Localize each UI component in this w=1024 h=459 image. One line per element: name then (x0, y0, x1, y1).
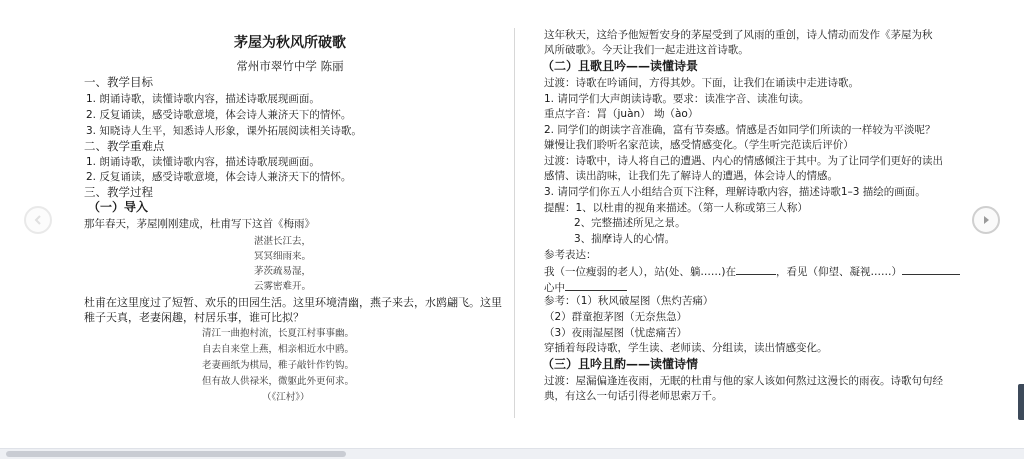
poem-line: 自去自来堂上燕，相亲相近水中鸥。 (202, 344, 355, 355)
author-line: 常州市翠竹中学 陈丽 (236, 59, 344, 73)
body-text: 3. 请同学们你五人小组结合页下注释，理解诗歌内容，描述诗歌1–3 描绘的画面。 (544, 186, 926, 198)
poem-line: 云雾密难开。 (254, 281, 312, 292)
blank-field (565, 279, 627, 291)
body-text: 提醒：1、以杜甫的视角来描述。（第一人称或第三人称） (544, 202, 808, 214)
poem-line: 但有故人供禄米，微躯此外更何求。 (202, 376, 355, 387)
body-text: 重点字音：罥（juàn） 坳（ào） (544, 108, 699, 120)
blank-field (902, 263, 960, 275)
chevron-right-icon (980, 214, 992, 226)
body-text: ，看见（仰望、凝视……） (775, 266, 902, 278)
poem-line: 冥冥细雨来。 (254, 251, 312, 262)
body-text: 我（一位瘦弱的老人），站(处、躺……)在 (544, 266, 736, 278)
subsection-heading: （二）且歌且吟——读懂诗景 (542, 59, 699, 73)
poem-line: 茅茨疏易湿， (254, 266, 312, 277)
intro-text: 那年春天，茅屋刚刚建成，杜甫写下这首《梅雨》 (84, 218, 315, 230)
body-text: 过渡：诗歌中，诗人将自己的遭遇、内心的情感倾注于其中。为了让同学们更好的读出 (544, 155, 943, 167)
body-text: 感情、读出韵味，让我们先了解诗人的遭遇，体会诗人的情感。 (544, 170, 838, 182)
fill-in-line (544, 263, 960, 280)
body-text: 过渡：屋漏偏逢连夜雨，无眠的杜甫与他的家人该如何熬过这漫长的雨夜。诗歌句句经 (544, 375, 943, 387)
subsection-heading: （一）导入 (88, 200, 149, 214)
body-text: 风所破歌》。今天让我们一起走进这首诗歌。 (544, 44, 749, 56)
section-heading: 一、教学目标 (84, 75, 153, 89)
body-text: （2）群童抱茅图（无奈焦急） (544, 311, 688, 323)
body-text: 过渡：诗歌在吟诵间，方得其妙。下面，让我们在诵读中走进诗歌。 (544, 77, 859, 89)
key-point-item: 2. 反复诵读，感受诗歌意境，体会诗人兼济天下的情怀。 (86, 171, 352, 183)
body-text: 参考表达： (544, 249, 597, 261)
body-text: 典，有这么一句话引得老师思索万千。 (544, 390, 723, 402)
goal-item: 1. 朗诵诗歌，读懂诗歌内容，描述诗歌展现画面。 (86, 93, 320, 105)
body-text: 这年秋天，这给予他短暂安身的茅屋受到了风雨的重创，诗人情动而发作《茅屋为秋 (544, 29, 933, 41)
body-text: 3、揣摩诗人的心情。 (574, 233, 676, 245)
body-text: 嫌慢让我们聆听名家范读，感受情感变化。（学生听完范读后评价） (544, 139, 854, 151)
blank-field (736, 263, 776, 275)
key-point-item: 1. 朗诵诗歌，读懂诗歌内容，描述诗歌展现画面。 (86, 156, 320, 168)
poem-line: 清江一曲抱村流，长夏江村事事幽。 (202, 328, 355, 339)
goal-item: 3. 知晓诗人生平，知悉诗人形象，课外拓展阅读相关诗歌。 (86, 125, 362, 137)
subsection-heading: （三）且吟且酌——读懂诗情 (542, 357, 699, 371)
next-page-button[interactable] (972, 206, 1000, 234)
poem-line: 老妻画纸为棋局，稚子敲针作钓钩。 (202, 360, 355, 371)
section-heading: 三、教学过程 (84, 185, 153, 199)
side-tab[interactable] (1018, 384, 1024, 420)
body-text: 2. 同学们的朗读字音准确，富有节奏感。情感是否如同学们所读的一样较为平淡呢？ (544, 124, 936, 136)
body-text: 参考：（1）秋风破屋图（焦灼苦痛） (544, 295, 714, 307)
previous-page-button[interactable] (24, 206, 52, 234)
poem-source: （《江村》） (262, 392, 310, 403)
section-heading: 二、教学重难点 (84, 139, 165, 153)
scrollbar-thumb[interactable] (6, 451, 346, 457)
chevron-left-icon (32, 214, 44, 226)
horizontal-scrollbar[interactable] (0, 448, 1024, 459)
body-paragraph: 稚子天真，老妻闲趣，村居乐事，谁可比拟？ (84, 311, 304, 324)
body-text: 穿插着每段诗歌，学生读、老师读、分组读，读出情感变化。 (544, 342, 828, 354)
left-page (80, 0, 500, 459)
right-page (540, 0, 950, 459)
body-text: 心中 (544, 282, 565, 294)
goal-item: 2. 反复诵读，感受诗歌意境，体会诗人兼济天下的情怀。 (86, 109, 352, 121)
body-text: 2、完整描述所见之景。 (574, 217, 686, 229)
body-text: 1. 请同学们大声朗读诗歌。要求：读准字音、读准句读。 (544, 93, 810, 105)
body-text: （3）夜雨湿屋图（忧虑痛苦） (544, 327, 688, 339)
page-divider (514, 28, 515, 418)
body-paragraph: 杜甫在这里度过了短暂、欢乐的田园生活。这里环境清幽，燕子来去，水鸥翩飞。这里 (84, 296, 502, 309)
document-title: 茅屋为秋风所破歌 (234, 35, 346, 51)
poem-line: 湛湛长江去， (254, 236, 312, 247)
